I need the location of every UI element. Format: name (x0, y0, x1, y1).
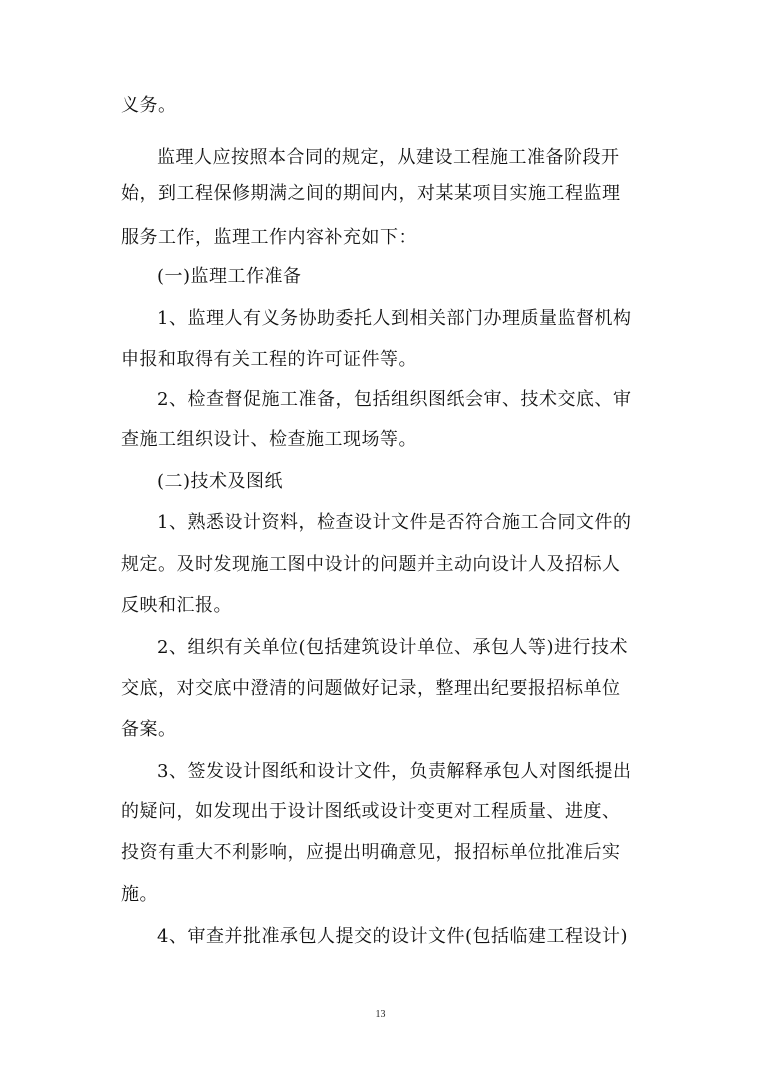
body-text-line: 1、监理人有义务协助委托人到相关部门办理质量监督机构 (157, 308, 632, 329)
body-text-line: 投资有重大不利影响，应提出明确意见，报招标单位批准后实 (121, 842, 621, 863)
section-heading: (一)监理工作准备 (157, 266, 302, 287)
body-text-line: 监理人应按照本合同的规定，从建设工程施工准备阶段开 (157, 147, 620, 168)
body-text-line: 义务。 (121, 95, 177, 116)
body-text-line: 交底，对交底中澄清的问题做好记录，整理出纪要报招标单位 (121, 678, 621, 699)
page-number: 13 (375, 1009, 386, 1020)
body-text-line: 2、组织有关单位(包括建筑设计单位、承包人等)进行技术 (157, 637, 628, 658)
body-text-line: 2、检查督促施工准备，包括组织图纸会审、技术交底、审 (157, 389, 632, 410)
body-text-line: 4、审查并批准承包人提交的设计文件(包括临建工程设计) (157, 926, 628, 947)
body-text-line: 的疑问，如发现出于设计图纸或设计变更对工程质量、进度、 (121, 801, 621, 822)
body-text-line: 反映和汇报。 (121, 595, 232, 616)
body-text-line: 申报和取得有关工程的许可证件等。 (121, 349, 417, 370)
body-text-line: 规定。及时发现施工图中设计的问题并主动向设计人及招标人 (121, 554, 621, 575)
body-text-line: 施。 (121, 884, 158, 905)
body-text-line: 3、签发设计图纸和设计文件，负责解释承包人对图纸提出 (157, 761, 632, 782)
section-heading: (二)技术及图纸 (157, 471, 284, 492)
body-text-line: 始，到工程保修期满之间的期间内，对某某项目实施工程监理 (121, 183, 621, 204)
body-text-line: 查施工组织设计、检查施工现场等。 (121, 429, 417, 450)
body-text-line: 备案。 (121, 719, 177, 740)
body-text-line: 1、熟悉设计资料，检查设计文件是否符合施工合同文件的 (157, 512, 632, 533)
body-text-line: 服务工作，监理工作内容补充如下： (121, 227, 417, 248)
